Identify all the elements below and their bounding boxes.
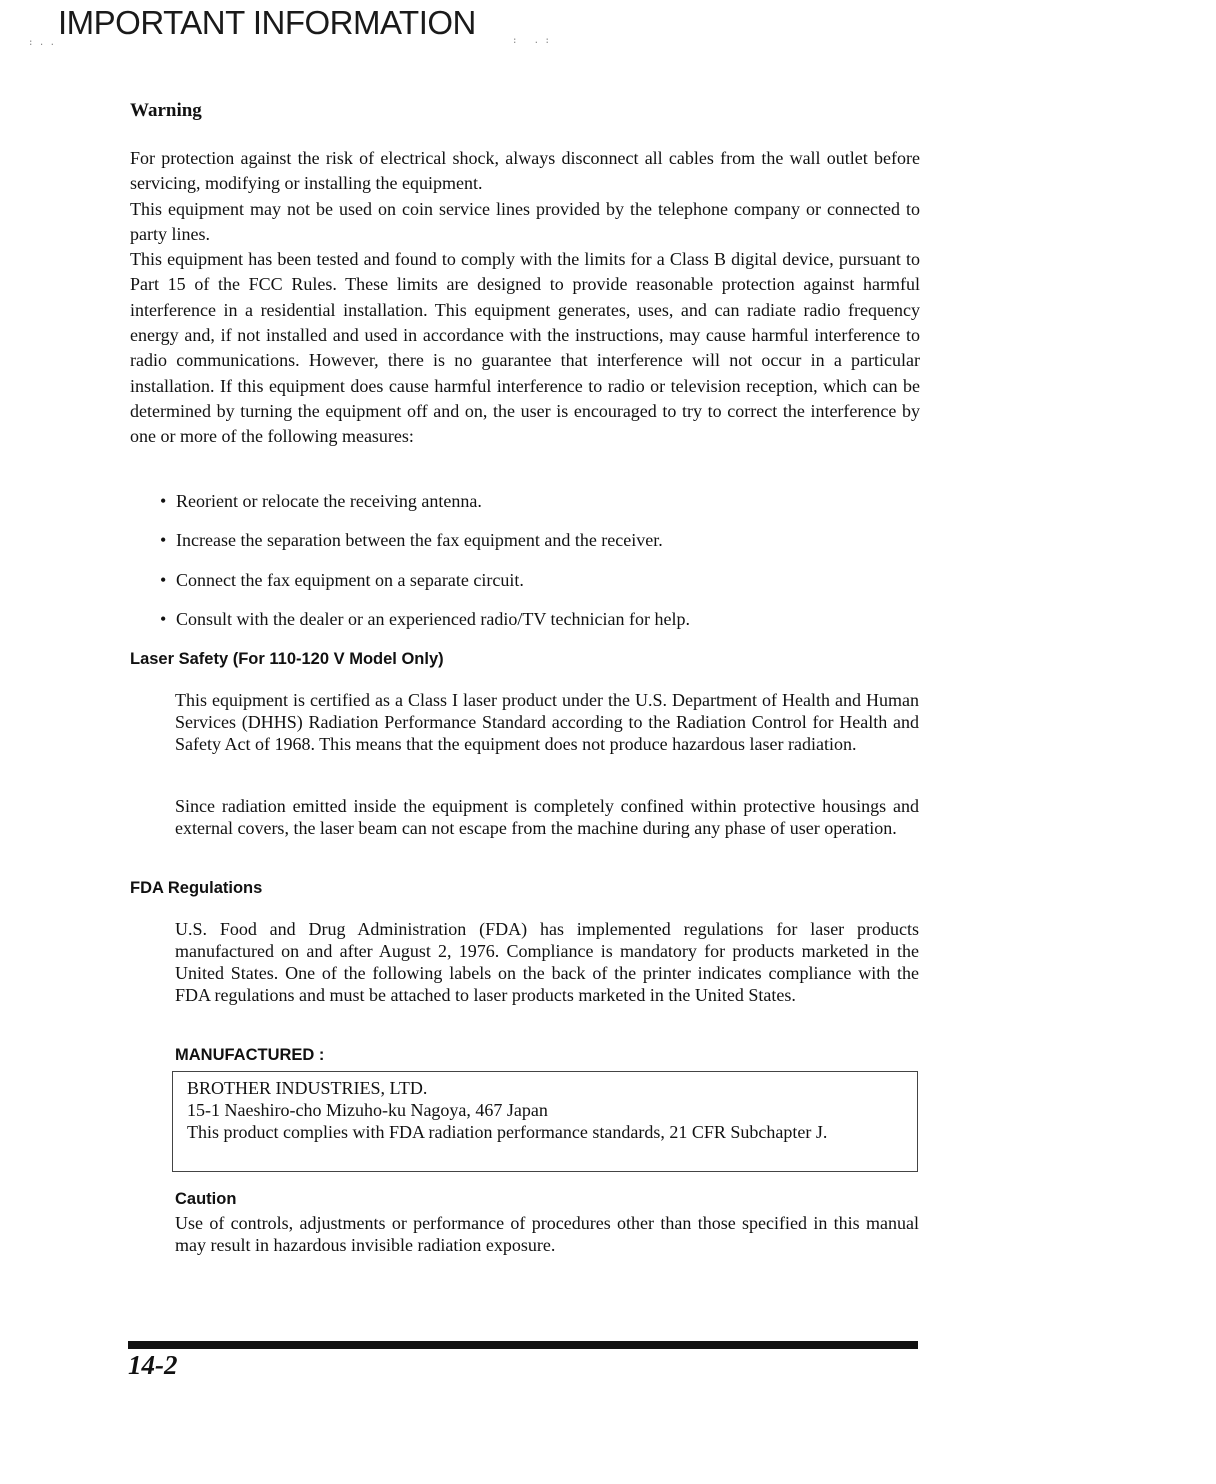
caution-heading: Caution	[175, 1190, 237, 1208]
measures-list	[160, 490, 690, 647]
list-item-text: Consult with the dealer or an experienced radio/TV technician for help.	[176, 608, 690, 629]
scan-artifact: : . .	[28, 38, 56, 48]
bullet-icon: •	[160, 530, 167, 551]
bullet-icon: •	[160, 569, 167, 590]
footer-rule	[128, 1341, 918, 1349]
list-item	[160, 608, 690, 647]
page-title: IMPORTANT INFORMATION	[58, 4, 476, 41]
manufacturer-address: 15-1 Naeshiro-cho Mizuho-ku Nagoya, 467 Japan	[187, 1100, 548, 1120]
laser-safety-paragraph: This equipment is certified as a Class I laser product under the U.S. Department of Health and Human Services (DHHS) Radiation Performance Standard according to the Radiation Control for Health and Safety Act of 1968. This means that the equipment does not produce hazardous laser radiation.	[175, 690, 919, 754]
caution-text: Use of controls, adjustments or performance of procedures other than those specified in this manual may result in hazardous invisible radiation exposure.	[175, 1213, 919, 1255]
fda-heading: FDA Regulations	[130, 879, 263, 897]
list-item-text: Connect the fax equipment on a separate circuit.	[176, 569, 524, 590]
warning-heading: Warning	[130, 100, 202, 121]
bullet-icon: •	[160, 608, 167, 629]
manufactured-heading: MANUFACTURED :	[175, 1046, 325, 1064]
laser-safety-paragraph: Since radiation emitted inside the equipment is completely confined within protective housings and external covers, the laser beam can not escape from the machine during any phase of user operation.	[175, 796, 919, 838]
list-item-text: Reorient or relocate the receiving antenna.	[176, 491, 482, 511]
list-item	[160, 569, 690, 608]
list-item	[160, 529, 690, 568]
manufacturer-label-box	[172, 1071, 918, 1172]
manufacturer-name: BROTHER INDUSTRIES, LTD.	[187, 1078, 428, 1098]
scan-artifact: : . :	[512, 36, 550, 46]
warning-paragraph: This equipment has been tested and found to comply with the limits for a Class B digital device, pursuant to Part 15 of the FCC Rules. These limits are designed to provide reasonable protection against harmful interference in a residential installation. This equipment generates, uses, and can radiate radio frequency energy and, if not installed and used in accordance with the instructions, may cause harmful interference to radio communications. However, there is no guarantee that interference will not occur in a particular installation. If this equipment does cause harmful interference to radio or television reception, which can be determined by turning the equipment off and on, the user is encouraged to try to correct the interference by one or more of the following measures:	[130, 249, 920, 447]
bullet-icon: •	[160, 491, 167, 511]
warning-paragraph: For protection against the risk of electrical shock, always disconnect all cables from the wall outlet before servicing, modifying or installing the equipment.	[130, 148, 920, 194]
fda-paragraph: U.S. Food and Drug Administration (FDA) has implemented regulations for laser products manufactured on and after August 2, 1976. Compliance is mandatory for products marketed in the United States. One of the following labels on the back of the printer indicates compliance with the FDA regulations and must be attached to laser products marketed in the United States.	[175, 919, 919, 1005]
warning-body	[130, 146, 920, 450]
list-item-text: Increase the separation between the fax equipment and the receiver.	[176, 530, 663, 551]
page-number: 14-2	[128, 1350, 178, 1380]
list-item	[160, 490, 690, 529]
laser-safety-heading: Laser Safety (For 110-120 V Model Only)	[130, 650, 444, 668]
warning-paragraph: This equipment may not be used on coin service lines provided by the telephone company or connected to party lines.	[130, 198, 920, 244]
compliance-statement: This product complies with FDA radiation performance standards, 21 CFR Subchapter J.	[187, 1122, 828, 1142]
